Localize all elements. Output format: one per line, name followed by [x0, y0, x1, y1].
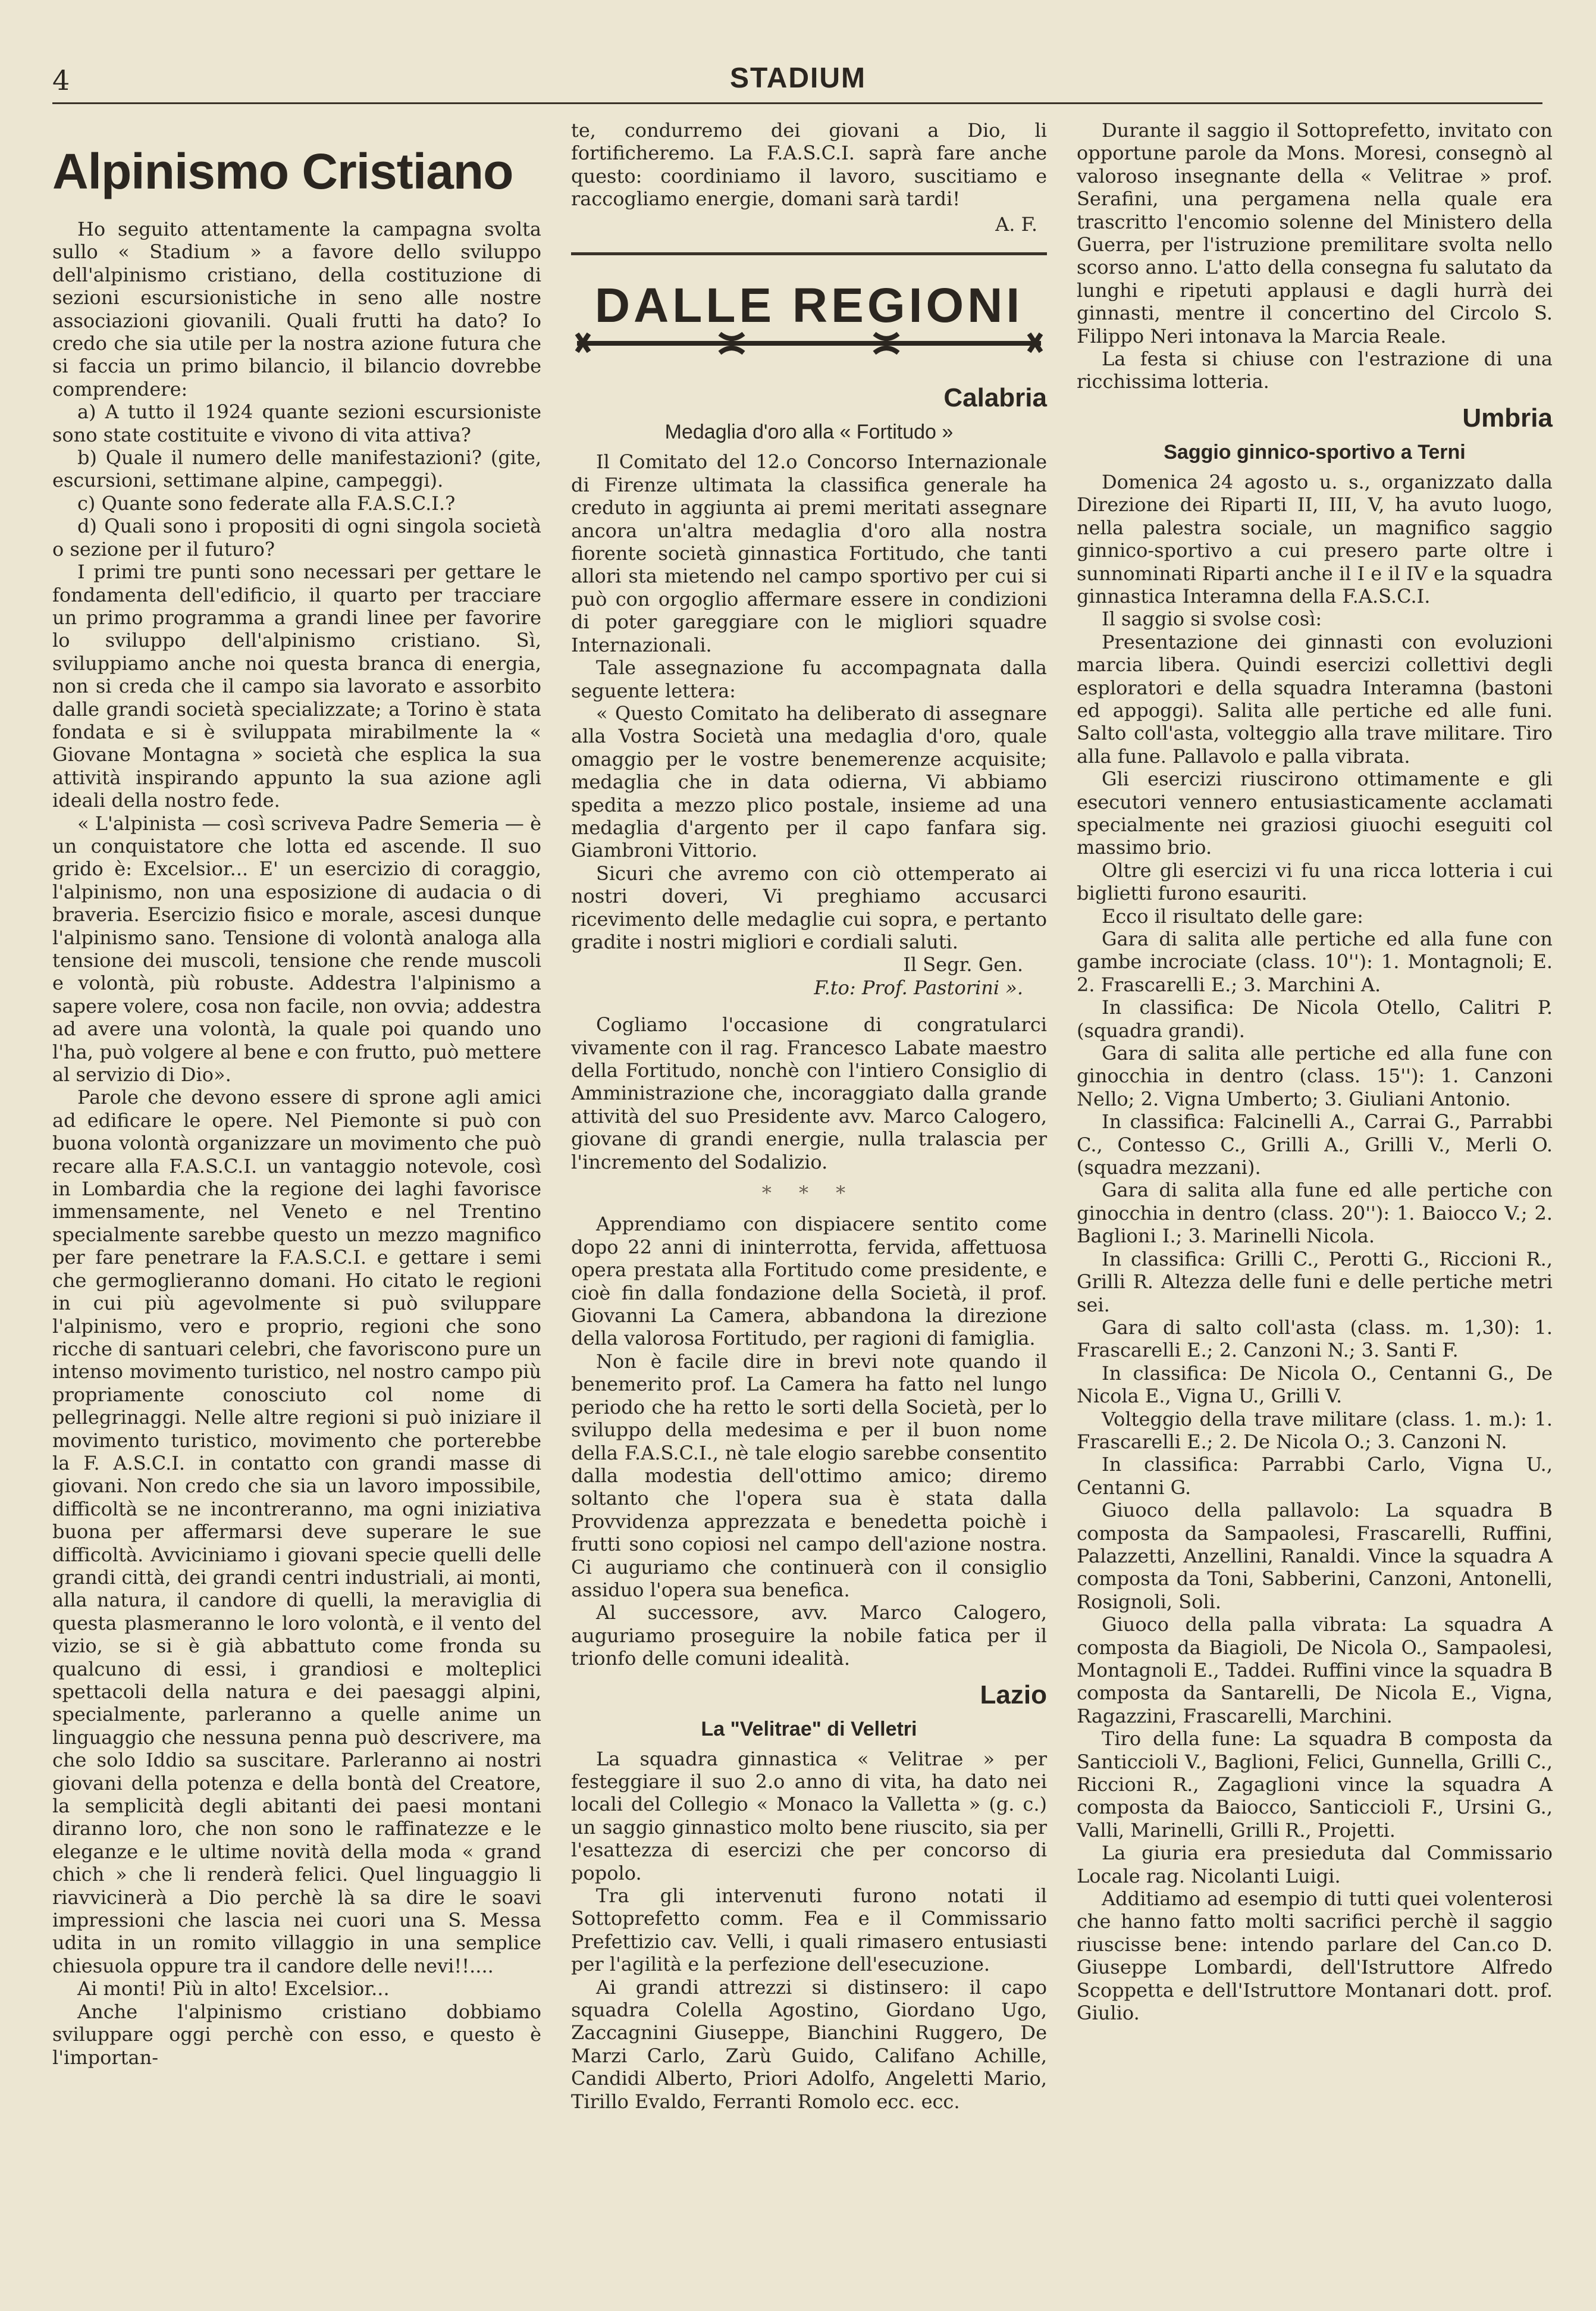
paragraph: In classifica: Parrabbi Carlo, Vigna U., Centanni G. [1077, 1453, 1553, 1499]
column-middle [571, 119, 1047, 2113]
paragraph: Durante il saggio il Sottoprefetto, invitato con opportune parole da Mons. Moresi, consegnò al valoroso insegnante della « Velitrae » prof. Serafini, una pergamena nella quale era trascritto l'encomio solenne del Ministero della Guerra, per l'istruzione premilitare svolta nello scorso anno. L'atto della consegna fu salutato da lunghi e ripetuti applausi e dagli hurrà dei ginnasti, mentre il concertino del Circolo S. Filippo Neri intonava la Marcia Reale. [1077, 119, 1553, 347]
banner-ornament-icon [577, 334, 1041, 353]
column-right [1077, 119, 1553, 2025]
header-rule [52, 102, 1542, 104]
paragraph: Gara di salita alle pertiche ed alla fune con ginocchia in dentro (class. 15''): 1. Canzoni Nello; 2. Vigna Umberto; 3. Giuliani Antonio. [1077, 1042, 1553, 1110]
section-separator: * * * [761, 1182, 857, 1205]
paragraph: In classifica: Grilli C., Perotti G., Riccioni R., Grilli R. Altezza delle funi e delle pertiche metri sei. [1077, 1247, 1553, 1316]
paragraph: I primi tre punti sono necessari per gettare le fondamenta dell'edificio, il quarto per tracciare un primo programma a grandi linee per favorire lo sviluppo dell'alpinismo cristiano. Sì, sviluppiamo anche noi questa branca di energia, non si creda che il campo sia lavorato e assorbito dalle grandi società specializzate; a Torino è stata fondata e si è sviluppata mirabilmente la « Giovane Montagna » società che esplica la sua attività inspirando appunto la sua azione agli ideali della nostro fede. [52, 560, 541, 812]
region-title-umbria: Umbria [1462, 403, 1553, 433]
subtitle: Saggio ginnico-sportivo a Terni [1164, 440, 1466, 464]
paragraph: Additiamo ad esempio di tutti quei volenterosi che hanno fatto molti sacrifici perchè il saggio riuscisse bene: intendo parlare del Can.co D. Giuseppe Lombardi, dell'Istruttore Alfredo Scoppetta e dell'Istruttore Montanari dott. prof. Giulio. [1077, 1887, 1553, 2025]
paragraph: a) A tutto il 1924 quante sezioni escursioniste sono state costituite e vivono di vita attiva? [52, 400, 541, 446]
paragraph: Al successore, avv. Marco Calogero, auguriamo proseguire la nobile fatica per il trionfo delle comuni idealità. [571, 1601, 1047, 1670]
paragraph: Gara di salto coll'asta (class. m. 1,30): 1. Frascarelli E.; 2. Canzoni N.; 3. Santi F. [1077, 1316, 1553, 1362]
paragraph: Giuoco della palla vibrata: La squadra A composta da Biagioli, De Nicola O., Sampaolesi, Montagnoli E., Taddei. Ruffini vince la squadra B composta da Santarelli, De Nicola E., Vigna, Ragazzini, Frascarelli, Marchini. [1077, 1613, 1553, 1727]
paragraph: Non è facile dire in brevi note quando il benemerito prof. La Camera ha fatto nel lungo periodo che ha retto le sorti della Società, per lo sviluppo della medesima e per il buon nome della F.A.S.C.I., nè tale elogio sarebbe consentito dalla modestia dell'ottimo amico; diremo soltanto che l'opera sua è stata dalla Provvidenza apprezzata e benedetta poichè i frutti sono copiosi nel campo dell'azione nostra. Ci auguriamo che continuerà con il consiglio assiduo l'opera sua benefica. [571, 1349, 1047, 1601]
paragraph: Ho seguito attentamente la campagna svolta sullo « Stadium » a favore dello sviluppo dell'alpinismo cristiano, della costituzione di sezioni escursionistiche in seno alle nostre associazioni giovanili. Quali frutti ha dato? Io credo che sia utile per la nostra azione futura che si faccia un primo bilancio, il bilancio dovrebbe comprendere: [52, 218, 541, 400]
paragraph: Volteggio della trave militare (class. 1. m.): 1. Frascarelli E.; 2. De Nicola O.; 3. Canzoni N. [1077, 1407, 1553, 1453]
paragraph: Tiro della fune: La squadra B composta da Santiccioli V., Baglioni, Felici, Gunnella, Grilli C., Riccioni R., Zagaglioni vince la squadra A composta da Baiocco, Santiccioli F., Ursini G., Valli, Marinelli, Grilli R., Projetti. [1077, 1727, 1553, 1842]
dalle-regioni-banner [571, 267, 1047, 368]
paragraph: Ai grandi attrezzi si distinsero: il capo squadra Colella Agostino, Giordano Ugo, Zaccagnini Giuseppe, Bianchini Ruggero, De Marzi Carlo, Zarù Guido, Califano Achille, Candidi Alberto, Priori Adolfo, Angeletti Mario, Tirillo Evaldo, Ferranti Romolo ecc. ecc. [571, 1975, 1047, 2113]
paragraph: Gli esercizi riuscirono ottimamente e gli esecutori vennero entusiasticamente acclamati specialmente nei graziosi giuochi eseguiti col massimo brio. [1077, 768, 1553, 859]
paragraph: Presentazione dei ginnasti con evoluzioni marcia libera. Quindi esercizi collettivi degli esploratori e della squadra Interamna (bastoni ed appoggi). Salita alle pertiche ed alle funi. Salto coll'asta, volteggio alla trave militare. Tiro alla fune. Pallavolo e palla vibrata. [1077, 630, 1553, 768]
subtitle: Medaglia d'oro alla « Fortitudo » [664, 421, 954, 444]
paragraph: Ecco il risultato delle gare: [1102, 904, 1363, 928]
paragraph: La squadra ginnastica « Velitrae » per festeggiare il suo 2.o anno di vita, ha dato nei locali del Collegio « Monaco la Valletta » (g. c.) un saggio ginnastico molto bene riuscito, sia per l'esattezza di esercizi che per concorso di popolo. [571, 1747, 1047, 1884]
paragraph: « L'alpinista — così scriveva Padre Semeria — è un conquistatore che lotta ed ascende. Il suo grido è: Excelsior... E' un esercizio di coraggio, l'alpinismo, non una esposizione di audacia o di braveria. Esercizio fisico e morale, ascesi dunque l'alpinismo sano. Tensione di volontà analoga alla tensione dei muscoli, tensione che rende muscoli e volontà, più robuste. Addestra l'alpinismo a sapere volere, cosa non facile, non ovvia; addestra ad avere una volontà, la quale poi quando uno l'ha, può volgere al bene e con frutto, può mettere al servizio di Dio». [52, 812, 541, 1086]
page-number: 4 [52, 64, 70, 96]
column-left [52, 119, 541, 2069]
paragraph: d) Quali sono i propositi di ogni singola società o sezione per il futuro? [52, 515, 541, 560]
article-title: Alpinismo Cristiano [52, 143, 513, 199]
paragraph: Gara di salita alla fune ed alle pertiche con ginocchia in dentro (class. 20''): 1. Baiocco V.; 2. Baglioni I.; 3. Marinelli Nicola. [1077, 1179, 1553, 1248]
paragraph: Parole che devono essere di sprone agli amici ad edificare le opere. Nel Piemonte si può con buona volontà organizzare un movimento che può recare alla F.A.S.C.I. un vantaggio notevole, così in Lombardia che la regione dei laghi favorisce immensamente, nel Veneto e nel Trentino specialmente sarebbe questo un mezzo magnifico per fare penetrare la F.A.S.C.I. e gettare i semi che germoglieranno domani. Ho citato le regioni in cui più agevolmente si può sviluppare l'alpinismo, vero e proprio, regioni che sono ricche di santuari celebri, che favoriscono pure un intenso movimento turistico, nel nostro campo più propriamente conosciuto col nome di pellegrinaggi. Nelle altre regioni si può iniziare il movimento turistico, movimento che porterebbe la F. A.S.C.I. in contatto con grandi masse di giovani. Non credo che sia un lavoro impossibile, difficoltà se ne incontreranno, ma ogni iniziativa buona per affermarsi deve superare le sue difficoltà. Avviciniamo i giovani specie quelli delle grandi città, dei grandi centri industriali, ai monti, alla natura, il candore di quelli, la meraviglia di questa plasmeranno le loro volontà, e il vento del vizio, se si è già abbattuto come fronda su qualcuno di essi, i grandiosi e molteplici spettacoli della natura e dei paesaggi alpini, specialmente, parleranno a quelle anime un linguaggio che nessuna penna può descrivere, ma che solo Iddio sa suscitare. Parleranno ai nostri giovani della potenza e della bontà del Creatore, la semplicità degli abitanti dei paesi montani diranno loro, che non sono le raffinatezze e le eleganze e le ultime novità della moda « grand chich » che li renderà felici. Quel linguaggio li riavvicinerà a Dio perchè là sa dire le soavi impressioni che lascia nei cuori una S. Messa udita in un romito villaggio in una semplice chiesuola oppure tra il candore delle nevi!!.... [52, 1086, 541, 1977]
signature: F.to: Prof. Pastorini ». [814, 976, 1023, 999]
region-title-calabria: Calabria [943, 383, 1047, 413]
paragraph: Cogliamo l'occasione di congratularci vivamente con il rag. Francesco Labate maestro della Fortitudo, nonchè con l'intiero Consiglio di Amministrazione che, incoraggiato dalla grande attività del suo Presidente avv. Marco Calogero, giovane di grandi energie, nulla tralascia per l'incremento del Sodalizio. [571, 1013, 1047, 1173]
region-title-lazio: Lazio [980, 1680, 1047, 1709]
paragraph: La giuria era presieduta dal Commissario Locale rag. Nicolanti Luigi. [1077, 1842, 1553, 1887]
paragraph: Tale assegnazione fu accompagnata dalla seguente lettera: [571, 656, 1047, 702]
paragraph: b) Quale il numero delle manifestazioni? (gite, escursioni, settimane alpine, campeggi). [52, 446, 541, 492]
paragraph: Il Comitato del 12.o Concorso Internazionale di Firenze ultimata la classifica generale ha creduto in aggiunta ai premi meritati assegnare ancora un'altra medaglia d'oro alla nostra fiorente società ginnastica Fortitudo, che tanti allori sta mietendo nel campo sportivo per cui si può con orgoglio affermare essere in condizioni di poter gareggiare con le migliori squadre Internazionali. [571, 450, 1047, 656]
section-rule [571, 252, 1047, 255]
paragraph: Sicuri che avremo con ciò ottemperato ai nostri doveri, Vi preghiamo accusarci ricevimento delle medaglie cui sopra, e pertanto gradite i nostri migliori e cordiali saluti. [571, 862, 1047, 953]
paragraph: Ai monti! Più in alto! Excelsior... [77, 1977, 390, 2000]
paragraph: Gara di salita alle pertiche ed alla fune con gambe incrociate (class. 10''): 1. Montagnoli; E. 2. Frascarelli E.; 3. Marchini A. [1077, 928, 1553, 996]
banner-title: DALLE REGIONI [594, 278, 1024, 333]
paragraph: In classifica: Falcinelli A., Carrai G., Parrabbi C., Contesso C., Grilli A., Grilli V., Merli O. (squadra mezzani). [1077, 1110, 1553, 1179]
paragraph: « Questo Comitato ha deliberato di assegnare alla Vostra Società una medaglia d'oro, quale omaggio per le vostre benemerenze acquisite; medaglia che in data odierna, Vi abbiamo spedita a mezzo plico postale, insieme ad una medaglia d'argento per il capo fanfara sig. Giambroni Vittorio. [571, 702, 1047, 862]
paragraph: Il saggio si svolse così: [1102, 608, 1322, 631]
signature: Il Segr. Gen. [903, 953, 1023, 976]
paragraph: In classifica: De Nicola O., Centanni G., De Nicola E., Vigna U., Grilli V. [1077, 1361, 1553, 1408]
paragraph: Apprendiamo con dispiacere sentito come dopo 22 anni di ininterrotta, fervida, affettuosa opera prestata alla Fortitudo come presidente, e cioè fin dalla fondazione della Società, il prof. Giovanni La Camera, abbandona la direzione della valorosa Fortitudo, per ragioni di famiglia. [571, 1213, 1047, 1350]
paragraph: Tra gli intervenuti furono notati il Sottoprefetto comm. Fea e il Commissario Prefettizio cav. Velli, i quali rimasero entusiasti per l'agilità e la perfezione dell'esecuzione. [571, 1884, 1047, 1976]
paragraph: te, condurremo dei giovani a Dio, li fortificheremo. La F.A.S.C.I. saprà fare anche questo: coordiniamo il lavoro, suscitiamo e raccogliamo energie, domani sarà tardi! [571, 119, 1047, 211]
paragraph: Giuoco della pallavolo: La squadra B composta da Sampaolesi, Frascarelli, Ruffini, Palazzetti, Anzellini, Ranaldi. Vince la squadra A composta da Toni, Sabberini, Canzoni, Antonelli, Rosignoli, Soli. [1077, 1499, 1553, 1613]
paragraph: La festa si chiuse con l'estrazione di una ricchissima lotteria. [1077, 347, 1553, 393]
paragraph: c) Quante sono federate alla F.A.S.C.I.? [77, 491, 456, 515]
paragraph: Domenica 24 agosto u. s., organizzato dalla Direzione dei Riparti II, III, V, ha avuto luogo, nella palestra sociale, un magnifico saggio ginnico-sportivo a cui presero parte oltre i sunnominati Riparti anche il I e il IV e la squadra ginnastica Interamna della F.A.S.C.I. [1077, 470, 1553, 608]
subtitle: La "Velitrae" di Velletri [701, 1717, 917, 1740]
paragraph: Anche l'alpinismo cristiano dobbiamo sviluppare oggi perchè con esso, e questo è l'importan- [52, 2000, 541, 2069]
paragraph: Oltre gli esercizi vi fu una ricca lotteria i cui biglietti furono esauriti. [1077, 859, 1553, 905]
signature: A. F. [995, 212, 1037, 236]
magazine-title: STADIUM [729, 62, 867, 94]
paragraph: In classifica: De Nicola Otello, Calitri P. (squadra grandi). [1077, 996, 1553, 1042]
